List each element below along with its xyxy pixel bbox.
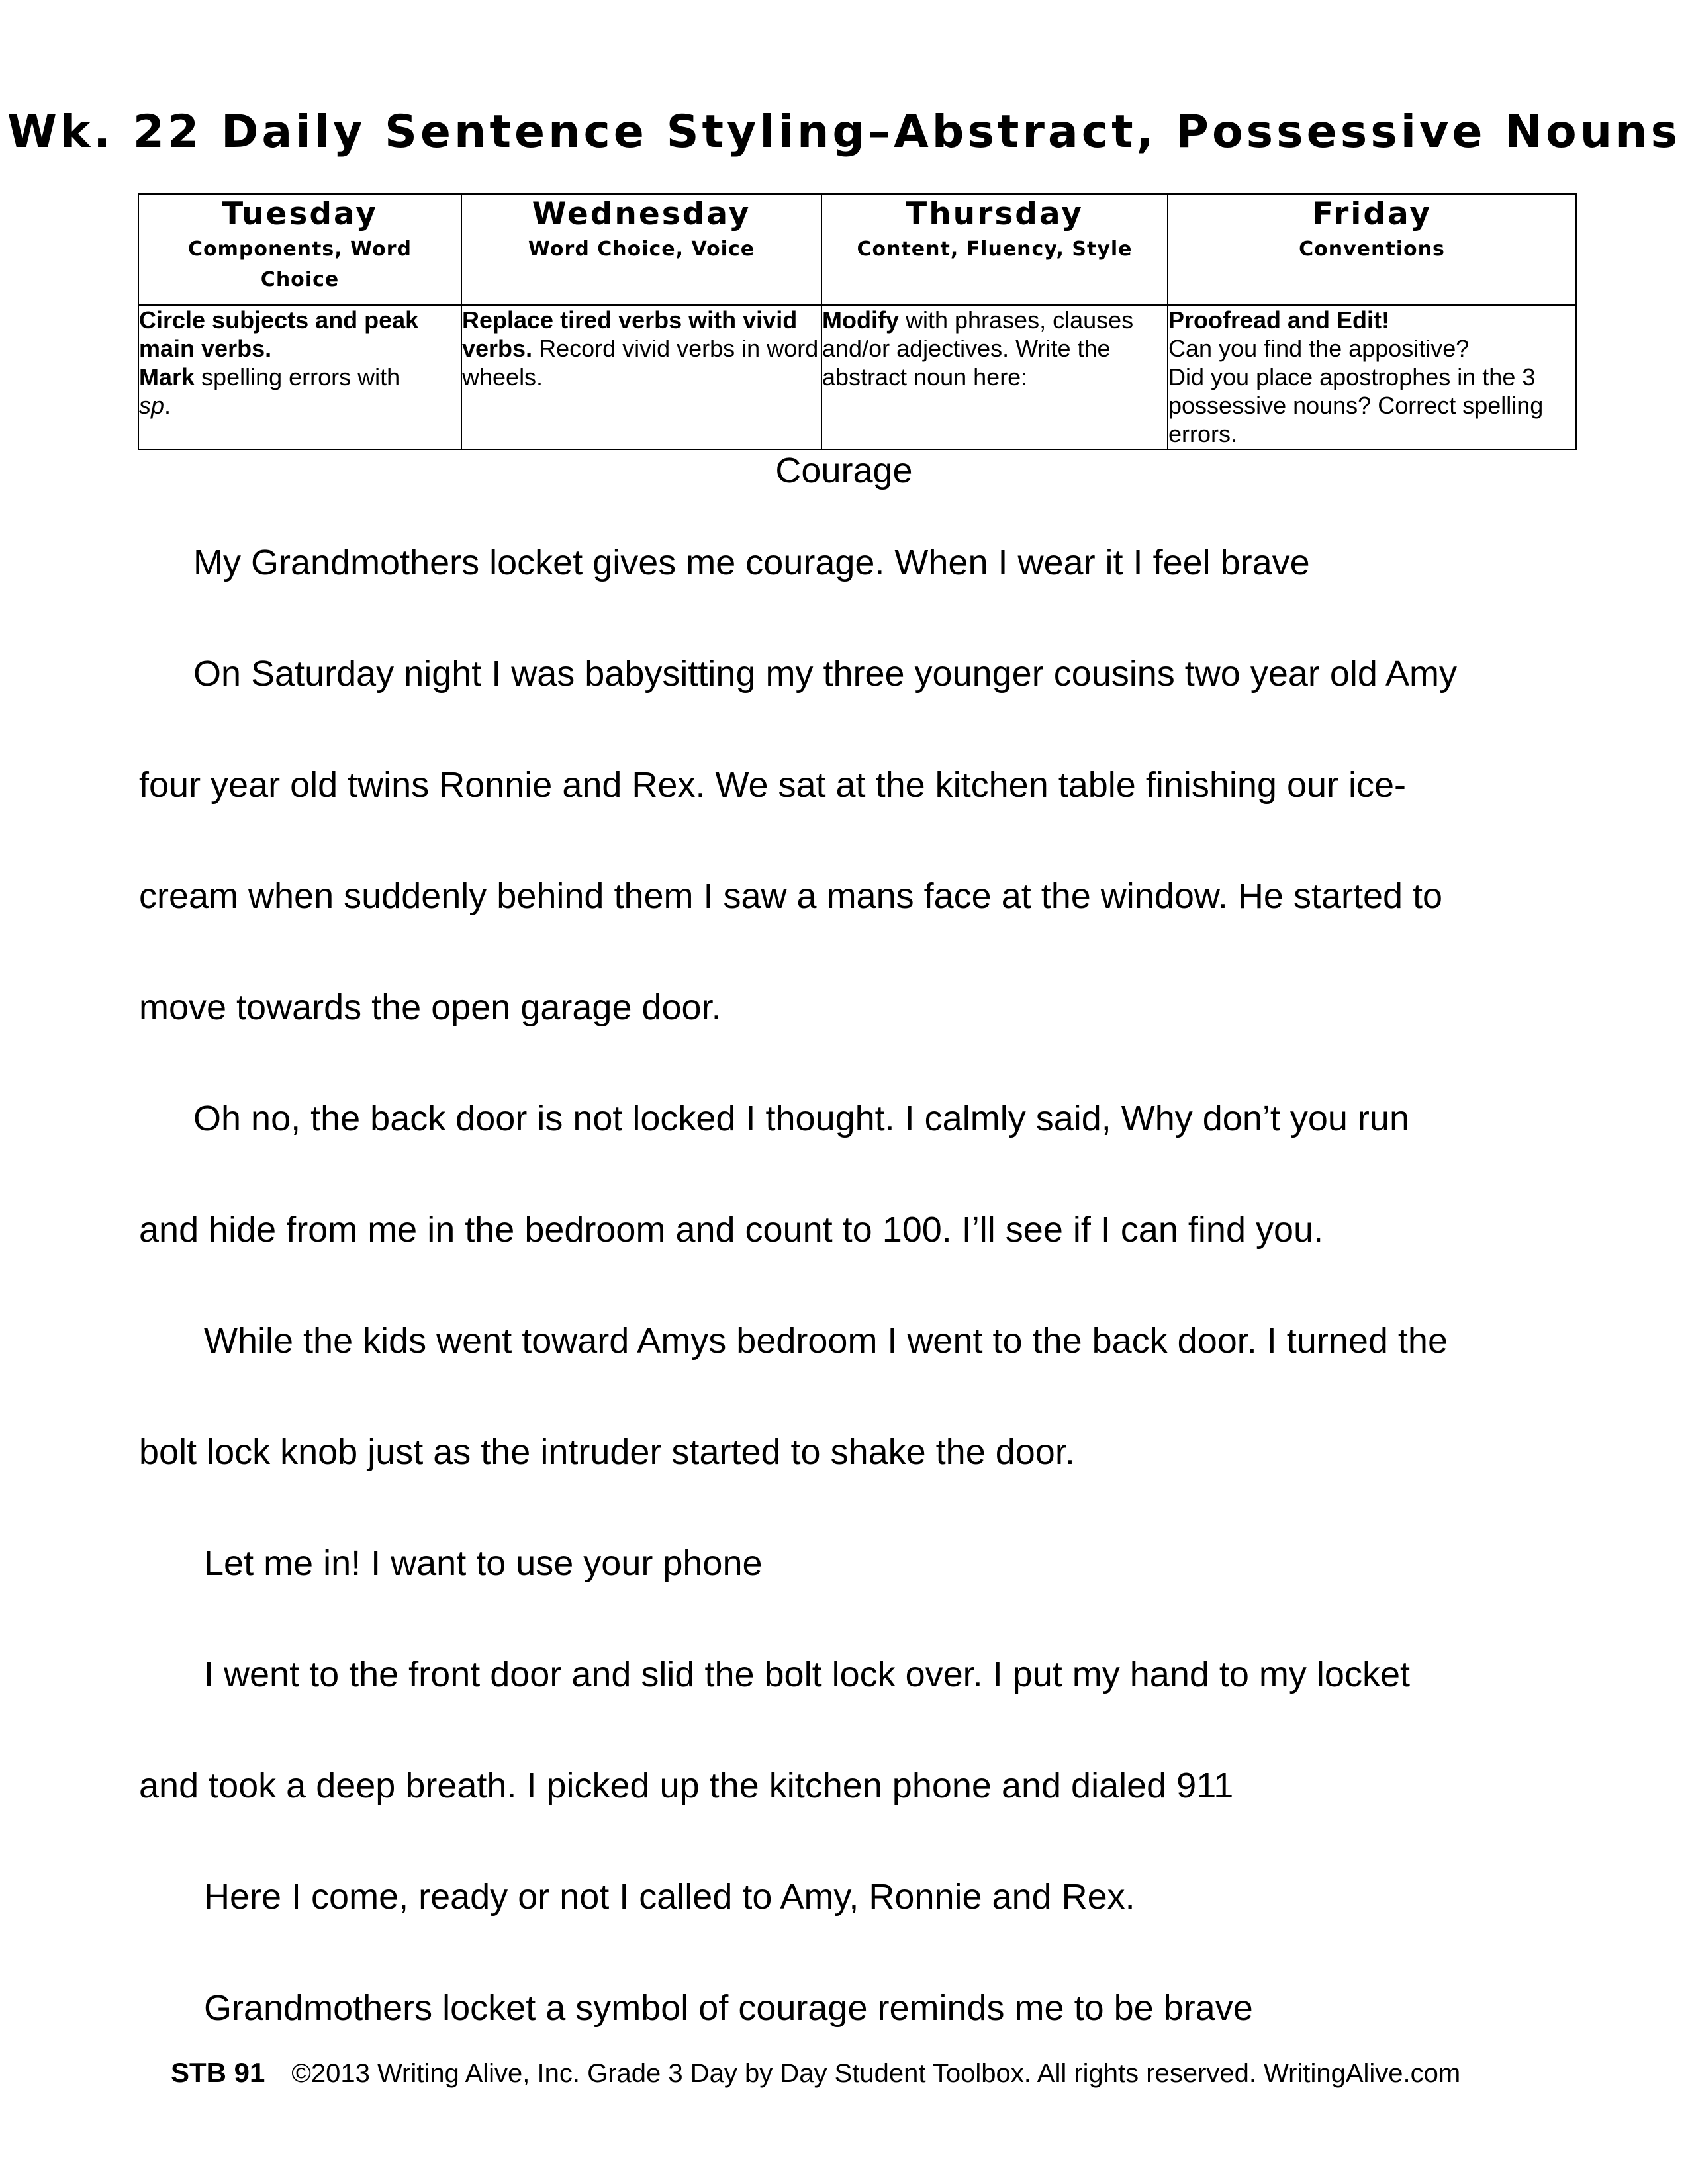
story-line: Let me in! I want to use your phone (204, 1543, 763, 1583)
task-text: with phrases, clauses and/or adjectives. Write the abstract noun here: (822, 306, 1134, 390)
story-line: four year old twins Ronnie and Rex. We sat at the kitchen table finishing our ice- (139, 765, 1407, 805)
story-line: cream when suddenly behind them I saw a mans face at the window. He started to (139, 876, 1443, 916)
task-text: spelling errors with (195, 363, 400, 390)
story-line: and took a deep breath. I picked up the kitchen phone and dialed 911 (139, 1766, 1234, 1805)
task-text: . (164, 392, 171, 419)
day-name: Wednesday (532, 196, 751, 232)
day-name: Thursday (906, 196, 1084, 232)
day-focus: Word Choice, Voice (528, 238, 755, 261)
story-line: Here I come, ready or not I called to Amy, Ronnie and Rex. (204, 1877, 1135, 1917)
story-line: My Grandmothers locket gives me courage. When I wear it I feel brave (193, 543, 1310, 582)
task-friday (1168, 305, 1576, 449)
story-body (139, 516, 1595, 2073)
task-tuesday (138, 305, 461, 449)
table-task-row (138, 305, 1576, 449)
task-emphasis: Replace tired verbs with vivid verbs. (462, 306, 798, 362)
task-emphasis: Circle subjects and peak main verbs. (139, 306, 419, 362)
story-line: I went to the front door and slid the bolt lock over. I put my hand to my locket (204, 1655, 1410, 1694)
task-emphasis: Mark (139, 363, 195, 390)
day-focus: Content, Fluency, Style (857, 238, 1133, 261)
day-focus: Conventions (1299, 238, 1445, 261)
table-header-row (138, 194, 1576, 305)
page-code: STB 91 (171, 2057, 265, 2088)
story-title: Courage (775, 451, 913, 490)
task-text: Can you find the appositive? (1168, 335, 1470, 362)
task-thursday (821, 305, 1168, 449)
task-italic: sp (139, 392, 165, 419)
day-header-thursday (821, 194, 1168, 305)
story-line: and hide from me in the bedroom and count to 100. I’ll see if I can find you. (139, 1210, 1324, 1250)
story-line: move towards the open garage door. (139, 987, 722, 1027)
day-name: Friday (1312, 196, 1432, 232)
day-header-tuesday (138, 194, 461, 305)
task-text: Did you place apostrophes in the 3 possessive nouns? Correct spelling errors. (1168, 363, 1544, 447)
story-line: Grandmothers locket a symbol of courage reminds me to be brave (204, 1988, 1253, 2028)
story-line: While the kids went toward Amys bedroom I went to the back door. I turned the (204, 1321, 1448, 1361)
page-footer (171, 2057, 1460, 2089)
story-line: bolt lock knob just as the intruder started to shake the door. (139, 1432, 1075, 1472)
task-text: Record vivid verbs in word wheels. (462, 335, 819, 390)
story-line: On Saturday night I was babysitting my three younger cousins two year old Amy (193, 654, 1457, 694)
page-title: Wk. 22 Daily Sentence Styling–Abstract, Possessive Nouns (7, 106, 1681, 158)
day-focus: Components, Word Choice (188, 238, 412, 291)
task-emphasis: Modify (822, 306, 899, 334)
copyright-text: ©2013 Writing Alive, Inc. Grade 3 Day by Day Student Toolbox. All rights reserved. WritingAlive.com (291, 2059, 1461, 2088)
day-name: Tuesday (222, 196, 378, 232)
task-wednesday (461, 305, 821, 449)
day-header-wednesday (461, 194, 821, 305)
day-header-friday (1168, 194, 1576, 305)
daily-styling-table (138, 193, 1577, 450)
story-line: Oh no, the back door is not locked I thought. I calmly said, Why don’t you run (193, 1099, 1409, 1138)
task-emphasis: Proofread and Edit! (1168, 306, 1390, 334)
